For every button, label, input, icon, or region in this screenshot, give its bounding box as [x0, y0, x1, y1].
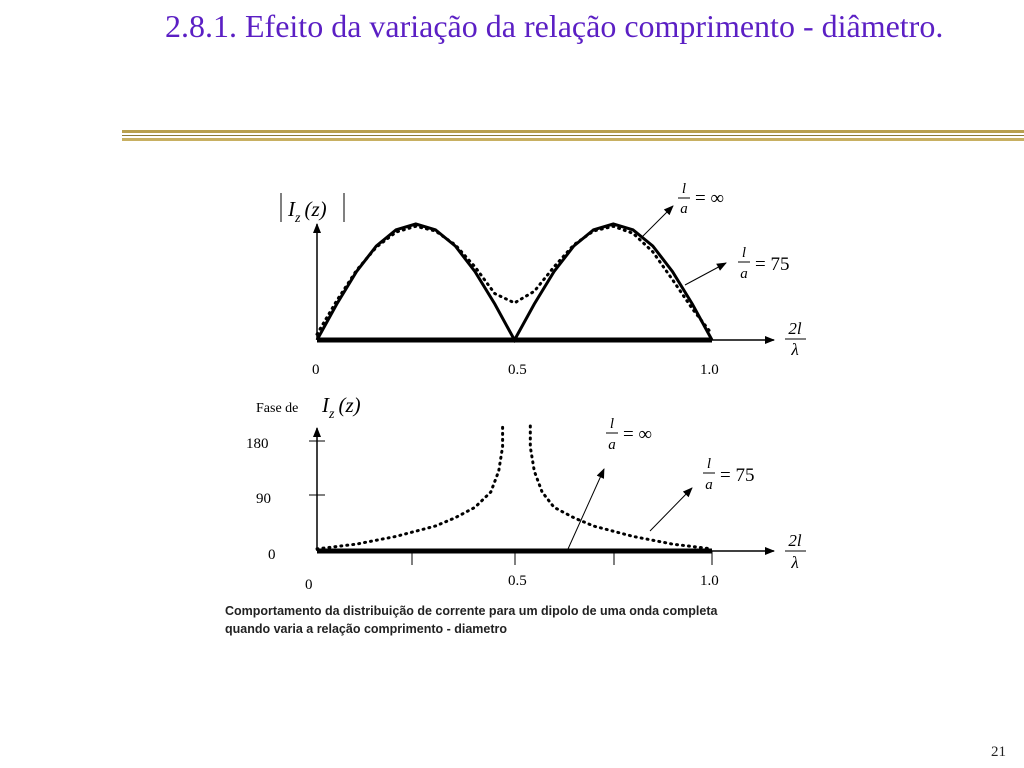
bottom-ytick-90: 90 — [256, 491, 271, 507]
series-line-top-l-a-75 — [317, 226, 712, 334]
top-annot-75-rhs: = 75 — [755, 254, 790, 275]
bottom-ylabel-sub: z — [329, 407, 335, 422]
series-line-top-l-a-infinity — [317, 224, 712, 340]
magnitude-chart — [281, 181, 806, 378]
bottom-annot-75-arrow — [650, 488, 692, 531]
top-annot-75-arrow — [685, 263, 726, 285]
top-ylabel-main: I — [288, 197, 295, 221]
phase-chart — [246, 393, 806, 593]
bottom-ytick-180: 180 — [246, 436, 269, 452]
top-annot-inf-numerator: l — [681, 181, 687, 197]
bottom-annot-inf-numerator: l — [609, 416, 615, 432]
top-annot-inf-rhs: = ∞ — [695, 188, 725, 209]
top-xtick-0: 0 — [312, 362, 320, 378]
bottom-annot-75-rhs: = 75 — [720, 465, 755, 486]
bottom-xlabel-numerator: 2l — [788, 531, 802, 550]
series-line-bottom-l-a-75-left — [317, 426, 503, 549]
top-annot-inf-arrow — [641, 206, 673, 238]
top-xlabel-denominator: λ — [791, 340, 799, 359]
bottom-ylabel-main: I — [322, 393, 329, 417]
bottom-ylabel — [321, 393, 361, 422]
bottom-xlabel-denominator: λ — [791, 553, 799, 572]
top-ylabel-sub: z — [295, 211, 301, 226]
bottom-xtick-0: 0 — [305, 577, 313, 593]
top-xtick-0-5: 0.5 — [508, 362, 527, 378]
bottom-ylabel-arg: (z) — [338, 393, 361, 417]
bottom-ylabel-prefix: Fase de — [256, 401, 299, 416]
top-annot-75-denominator: a — [740, 266, 748, 282]
figure-caption-line-1: Comportamento da distribuição de corrente para um dipolo de uma onda completa — [225, 604, 718, 618]
bottom-annot-75-denominator: a — [705, 477, 713, 493]
bottom-annot-75-numerator: l — [706, 456, 712, 472]
bottom-annot-inf-denominator: a — [608, 437, 616, 453]
bottom-xtick-0-5: 0.5 — [508, 573, 527, 589]
top-annot-inf-denominator: a — [680, 201, 688, 217]
top-ylabel — [287, 197, 327, 226]
figure-caption-line-2: quando varia a relação comprimento - diametro — [225, 622, 508, 636]
bottom-annot-inf-arrow — [568, 469, 604, 549]
bottom-xtick-1-0: 1.0 — [700, 573, 719, 589]
top-xlabel-numerator: 2l — [788, 319, 802, 338]
slide-title: 2.8.1. Efeito da variação da relação comprimento - diâmetro. — [165, 8, 944, 44]
bottom-ytick-0: 0 — [268, 547, 276, 563]
top-xtick-1-0: 1.0 — [700, 362, 719, 378]
top-ylabel-arg: (z) — [304, 197, 327, 221]
page-number: 21 — [991, 744, 1006, 760]
series-line-bottom-l-a-75-right — [530, 426, 712, 549]
bottom-annot-inf-rhs: = ∞ — [623, 424, 653, 445]
top-annot-75-numerator: l — [741, 245, 747, 261]
